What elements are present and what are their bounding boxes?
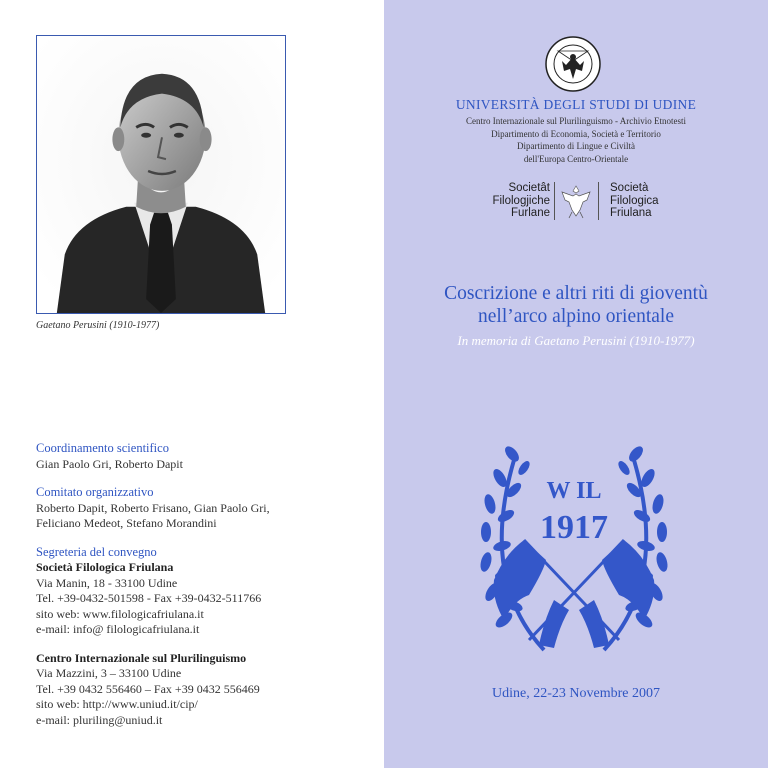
centro-block bbox=[36, 651, 336, 729]
event-date: Udine, 22-23 Novembre 2007 bbox=[492, 686, 660, 701]
coordinamento-names: Gian Paolo Gri, Roberto Dapit bbox=[36, 456, 183, 471]
coordinamento-block bbox=[36, 441, 336, 472]
society-name-friulian bbox=[492, 182, 550, 220]
portrait-photo bbox=[36, 35, 286, 314]
department-line: Centro Internazionale sul Plurilinguismo - Archivio Etnotesti bbox=[466, 116, 686, 126]
portrait-illustration bbox=[37, 36, 285, 313]
right-panel bbox=[384, 0, 768, 768]
society-name-word: Società bbox=[610, 182, 649, 194]
segreteria-phone: Tel. +39-0432-501598 - Fax +39-0432-511766 bbox=[36, 591, 262, 605]
university-seal-icon bbox=[544, 35, 602, 93]
event-title-line2: nell’arco alpino orientale bbox=[478, 306, 674, 327]
logo-divider bbox=[554, 182, 555, 220]
segreteria-address: Via Manin, 18 - 33100 Udine bbox=[36, 575, 178, 590]
coordinamento-heading: Coordinamento scientifico bbox=[36, 441, 169, 455]
society-name-word: Filologjiche bbox=[492, 194, 550, 207]
society-name-italian bbox=[610, 182, 659, 220]
centro-org: Centro Internazionale sul Plurilinguismo bbox=[36, 650, 247, 665]
society-name-word: Friulana bbox=[610, 207, 652, 219]
centro-email-link[interactable]: e-mail: pluriling@uniud.it bbox=[36, 712, 163, 727]
centro-phone: Tel. +39 0432 556460 – Fax +39 0432 556469 bbox=[36, 681, 260, 696]
departments-list bbox=[384, 115, 768, 165]
comitato-names-line2: Feliciano Medeot, Stefano Morandini bbox=[36, 516, 217, 530]
logo-divider bbox=[598, 182, 599, 220]
event-subtitle: In memoria di Gaetano Perusini (1910-1977) bbox=[457, 333, 695, 348]
department-line: Dipartimento di Lingue e Civiltà bbox=[517, 141, 635, 151]
department-line: Dipartimento di Economia, Società e Territorio bbox=[491, 128, 661, 139]
society-name-word: Filologica bbox=[610, 194, 659, 207]
centro-website-link[interactable]: sito web: http://www.uniud.it/cip/ bbox=[36, 697, 198, 711]
society-name-word: Societât bbox=[508, 182, 550, 194]
segreteria-email-link[interactable]: e-mail: info@ filologicafriulana.it bbox=[36, 622, 200, 636]
event-title bbox=[384, 282, 768, 328]
emblem-year: 1917 bbox=[540, 509, 608, 546]
segreteria-website-link[interactable]: sito web: www.filologicafriulana.it bbox=[36, 606, 204, 621]
university-name: UNIVERSITÀ DEGLI STUDI DI UDINE bbox=[455, 97, 697, 112]
society-name-word: Furlane bbox=[511, 207, 550, 219]
society-logo bbox=[384, 182, 768, 222]
emblem-motto: W IL bbox=[546, 478, 602, 504]
laurel-right bbox=[604, 444, 669, 650]
comitato-heading: Comitato organizzativo bbox=[36, 485, 154, 499]
comitato-block bbox=[36, 485, 336, 532]
laurel-wreath-emblem bbox=[474, 420, 674, 660]
segreteria-block bbox=[36, 545, 336, 638]
laurel-left bbox=[479, 444, 544, 650]
photo-caption: Gaetano Perusini (1910-1977) bbox=[36, 320, 160, 331]
event-title-line1: Coscrizione e altri riti di gioventù bbox=[444, 283, 708, 304]
comitato-names-line1: Roberto Dapit, Roberto Frisano, Gian Paolo Gri, bbox=[36, 500, 270, 515]
centro-address: Via Mazzini, 3 – 33100 Udine bbox=[36, 666, 182, 680]
segreteria-heading: Segreteria del convegno bbox=[36, 544, 157, 559]
department-line: dell'Europa Centro-Orientale bbox=[523, 153, 629, 164]
crossed-flags-icon bbox=[494, 540, 655, 648]
segreteria-org: Società Filologica Friulana bbox=[36, 560, 174, 574]
organizers-info bbox=[36, 441, 336, 741]
eagle-icon bbox=[559, 182, 593, 220]
